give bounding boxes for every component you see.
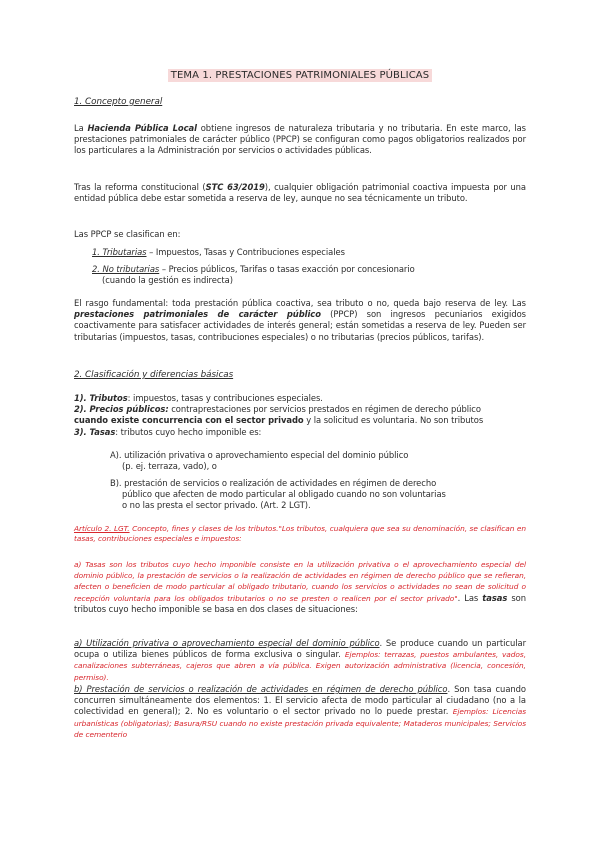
list-item-no-tributarias: 2. No tributarias – Precios públicos, Tarifas o tasas exacción por concesionario (cuando la gestión es indirecta) xyxy=(92,264,415,286)
paragraph-utilizacion-privativa: a) Utilización privativa o aprovechamiento especial del dominio público. Se produce cuando un particular ocupa o utiliza bienes públicos de forma exclusiva o singular. Ejemplos: terrazas, puestos ambulantes, vados, canalizaciones subterráneas, cajeros que abren a vía pública. Exigen autorización administrativa (licencia, concesión, permiso). xyxy=(74,638,526,682)
paragraph-hacienda: La Hacienda Pública Local obtiene ingresos de naturaleza tributaria y no tributaria. En este marco, las prestaciones patrimoniales de carácter público (PPCP) se configuran como pagos obligatorios realizados por los particulares a la Administración por servicios o actividades públicas. xyxy=(74,123,526,156)
page-title: TEMA 1. PRESTACIONES PATRIMONIALES PÚBLICAS xyxy=(0,70,600,81)
paragraph-reforma: Tras la reforma constitucional (STC 63/2019), cualquier obligación patrimonial coactiva impuesta por una entidad pública debe estar sometida a reserva de ley, aunque no sea técnicamente un tributo. xyxy=(74,182,527,204)
article-quote-tasas: a) Tasas son los tributos cuyo hecho imponible consiste en la utilización privativa o el aprovechamiento especial del dominio público, la prestación de servicios o la realización de actividades en régimen de derecho público que se refieran, afecten o beneficien de modo particular al obligado tributario, cuando los servicios o actividades no sean de solicitud o recepción voluntaria para los obligados tributarios o no se presten o realicen por el sector privado". Las tasas son tributos cuyo hecho imponible se basa en dos clases de situaciones: xyxy=(74,560,526,614)
classification-list: 1). Tributos: impuestos, tasas y contribuciones especiales. 2). Precios públicos: contraprestaciones por servicios prestados en régimen de derecho público cuando existe concurrencia con el sector privado y la solicitud es voluntaria. No son tributos 3). Tasas: tributos cuyo hecho imponible es: xyxy=(74,393,484,437)
article-quote-intro: Artículo 2. LGT. Concepto, fines y clases de los tributos."Los tributos, cualquiera que sea su denominación, se clasifican en tasas, contribuciones especiales e impuestos: xyxy=(74,524,526,544)
section-2-heading: 2. Clasificación y diferencias básicas xyxy=(74,370,234,380)
list-item-tributarias: 1. Tributarias – Impuestos, Tasas y Contribuciones especiales xyxy=(92,247,345,257)
paragraph-rasgo: El rasgo fundamental: toda prestación pública coactiva, sea tributo o no, queda bajo reserva de ley. Las prestaciones patrimoniales de carácter público (PPCP) son ingresos pecuniarios exigidos coactivamente para satisfacer actividades de interés general; están sometidas a reserva de ley. Pueden ser tributarias (impuestos, tasas, contribuciones especiales) o no tributarias (precios públicos, tarifas). xyxy=(74,298,526,342)
section-1-heading: 1. Concepto general xyxy=(74,97,163,107)
paragraph-clasificacion-intro: Las PPCP se clasifican en: xyxy=(74,229,181,239)
paragraph-prestacion-servicios: b) Prestación de servicios o realización de actividades en régimen de derecho público. Son tasa cuando concurren simultáneamente dos elementos: 1. El servicio afecta de modo particular al ciudadano (no a la colectividad en general); 2. No es voluntario o el sector privado no lo puede prestar. Ejemplos: Licencias urbanísticas (obligatorias); Basura/RSU cuando no existe prestación privada equivalente; Mataderos municipales; Servicios de cementerio xyxy=(74,684,526,739)
tasa-case-b: B). prestación de servicios o realización de actividades en régimen de derecho público que afecten de modo particular al obligado cuando no son voluntarias o no las presta el sector privado. (Art. 2 LGT). xyxy=(110,478,446,511)
tasa-case-a: A). utilización privativa o aprovechamiento especial del dominio público (p. ej. terraza, vado), o xyxy=(110,450,409,472)
